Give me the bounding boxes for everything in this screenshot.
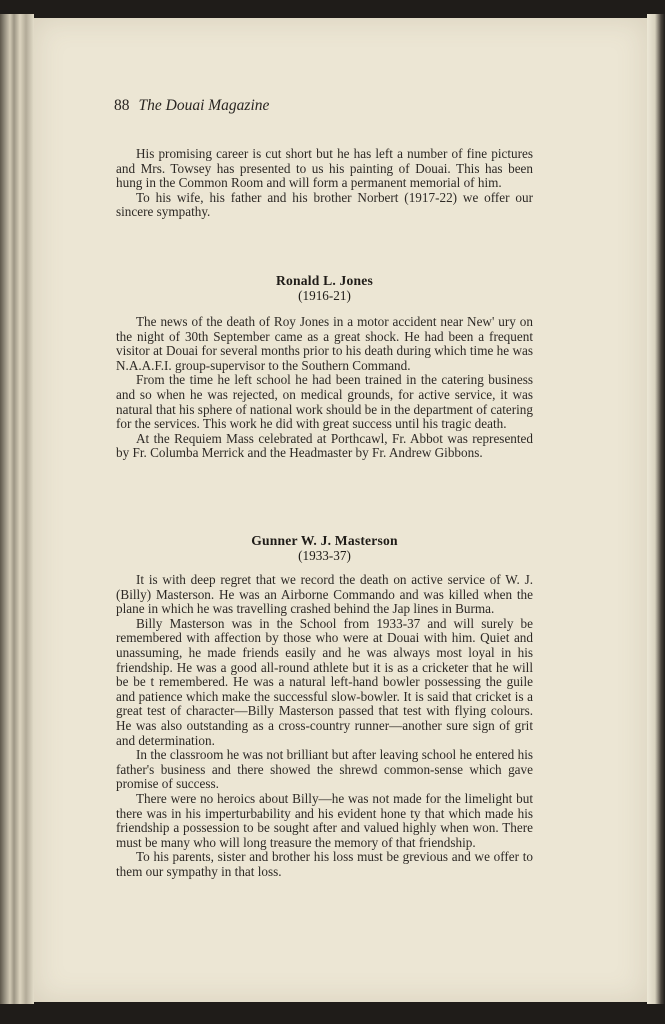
obituary-name: Gunner W. J. Masterson (251, 533, 398, 548)
obituary-name: Ronald L. Jones (275, 273, 374, 288)
paragraph: To his wife, his father and his brother Norbert (1917-22) we offer our sincere sympathy. (116, 189, 533, 220)
page-number: 88 (114, 97, 130, 114)
paragraph: There were no heroics about Billy—he was not made for the limelight but there was in his imperturbability and his evident hone ty that which made his friendship a possession to be sought after and valued highly when won. There must be many who will long treasure the memory of that friendship. (116, 790, 533, 850)
obituary-heading-jones (116, 273, 533, 303)
obituary-body-masterson (116, 573, 533, 879)
paragraph: From the time he left school he had been trained in the catering business and so when he was rejected, on medical grounds, for active service, it was natural that his sphere of national work should be in the department of catering for the services. This work he did with great success until his tragic death. (116, 372, 533, 432)
paragraph: Billy Masterson was in the School from 1933-37 and will surely be remembered with affection by those who were at Douai with him. Quiet and unassuming, he made friends easily and he was always most loyal in his friendship. He was a good all-round athlete but it is as a cricketer that he will be be t remembered. He was a natural left-hand bowler possessing the guile and patience which make the successful slow-bowler. It is said that cricket is a great test of character—Billy Masterson passed that test with flying colours. He was also outstanding as a cross-country runner—another sure sign of grit and determination. (116, 615, 533, 748)
continued-obituary-text (116, 147, 533, 220)
paragraph: In the classroom he was not brilliant but after leaving school he entered his father's business and there showed the shrewd common-sense which gave promise of success. (116, 747, 533, 792)
paragraph: His promising career is cut short but he has left a number of fine pictures and Mrs. Towsey has presented to us his painting of Douai. This has been hung in the Common Room and will form a permanent memorial of him. (116, 146, 533, 191)
obituary-years: (1916-21) (298, 288, 351, 303)
paragraph: To his parents, sister and brother his loss must be grevious and we offer to them our sympathy in that loss. (116, 849, 533, 879)
paragraph: It is with deep regret that we record the death on active service of W. J. (Billy) Masterson. He was an Airborne Commando and was killed when the plane in which he was travelling crashed behind the Jap lines in Burma. (116, 572, 533, 617)
magazine-title: The Douai Magazine (138, 97, 270, 114)
obituary-years: (1933-37) (298, 548, 351, 563)
book-page-edge-right (647, 14, 665, 1004)
paragraph: The news of the death of Roy Jones in a motor accident near New' ury on the night of 30th September came as a great shock. He had been a frequent visitor at Douai for several months prior to his death during which time he was N.A.A.F.I. group-supervisor to the Southern Command. (116, 314, 533, 373)
paragraph: At the Requiem Mass celebrated at Porthcawl, Fr. Abbot was represented by Fr. Columba Merrick and the Headmaster by Fr. Andrew Gibbons. (116, 430, 533, 461)
obituary-body-jones (116, 315, 533, 461)
book-page-edges-left (0, 14, 34, 1004)
obituary-heading-masterson (116, 533, 533, 563)
running-header (114, 97, 414, 115)
